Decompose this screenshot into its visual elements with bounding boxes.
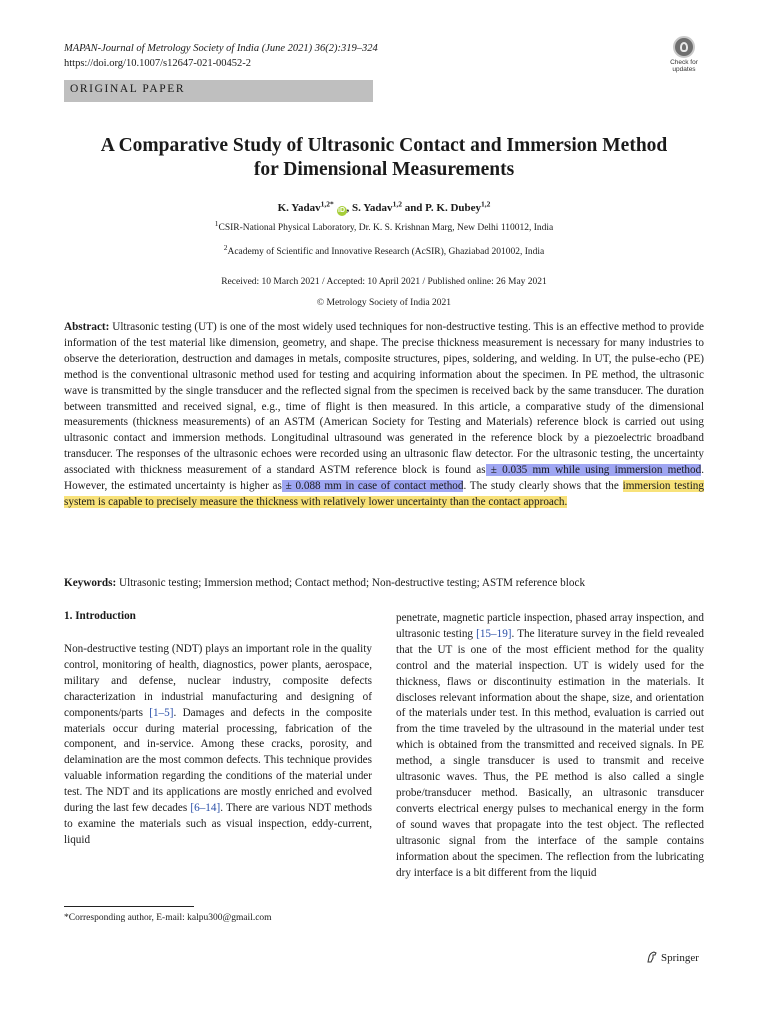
- highlight-yellow[interactable]: immersion testing system is capable to precisely measure the thickness with relatively lower uncertainty than the contact approach.: [64, 480, 704, 508]
- journal-citation: MAPAN-Journal of Metrology Society of India (June 2021) 36(2):319–324: [64, 43, 378, 54]
- author-name[interactable]: K. Yadav: [277, 202, 321, 214]
- copyright-notice: © Metrology Society of India 2021: [316, 298, 452, 308]
- body-column-right: penetrate, magnetic particle inspection, phased array inspection, and ultrasonic testing [15–19]. The literature survey in the field revealed that the UT is one of the most efficient method for the quality control and the material inspection. UT is widely used for the thickness, flaws or discontinuity estimation in the materials. It discloses relevant information about the shape, size, and orientation of the materials under test. In this method, evaluation is carried out from the time traveled by the ultrasound in the material under test which is obtained from the transmitted and received signals. In PE method, a single transducer is used to transmit and receive ultrasonic waves. Thus, the PE method is also called a single probe/transducer method. Basically, an ultrasonic transducer converts electrical energy pulses to mechanical energy in the form of sound waves that propagate into the test object. The reflected ultrasonic signal from the interface of the sample contains information about the specimen. The reflection from the lubricating dry interface is a bit different from the liquid: [396, 612, 704, 879]
- affiliation-1: $^1$CSIR-National Physical Laboratory, Dr. K. S. Krishnan Marg, New Delhi 110012, India: [214, 218, 554, 233]
- section-heading: 1. Introduction: [64, 610, 136, 622]
- paper-title: A Comparative Study of Ultrasonic Contact and Immersion Method for Dimensional Measurements: [100, 135, 668, 180]
- bookmark-icon: [673, 36, 695, 58]
- author-name[interactable]: and P. K. Dubey: [401, 202, 481, 214]
- check-for-updates-label: Check for updates: [670, 59, 698, 73]
- publication-dates: Received: 10 March 2021 / Accepted: 10 April 2021 / Published online: 26 May 2021: [221, 277, 547, 287]
- author-name[interactable]: , S. Yadav: [346, 202, 393, 214]
- keywords-label: Keywords:: [64, 577, 117, 589]
- citation-link[interactable]: [6–14]: [190, 802, 221, 815]
- highlight-blue[interactable]: ± 0.088 mm in case of contact method: [281, 480, 464, 493]
- article-type-band: [64, 80, 373, 102]
- doi-link[interactable]: https://doi.org/10.1007/s12647-021-00452-2: [64, 58, 252, 69]
- check-for-updates-badge[interactable]: [664, 36, 704, 74]
- footnote-divider: [64, 906, 194, 907]
- publisher-logo: Springer: [646, 951, 699, 964]
- affiliation-2: $^2$Academy of Scientific and Innovative Research (AcSIR), Ghaziabad 201002, India: [223, 242, 545, 257]
- footnote: *Corresponding author, E-mail: kalpu300@gmail.com: [64, 913, 272, 923]
- abstract-label: Abstract:: [64, 321, 110, 333]
- keywords: Keywords: Ultrasonic testing; Immersion method; Contact method; Non-destructive testing; ASTM reference block: [64, 577, 586, 589]
- body-column-left: Non-destructive testing (NDT) plays an important role in the quality control, monitoring of health, diagnostics, power plants, aerospace, military and defense, nuclear industry, composite defects characterization in industrial manufacturing and designing of components/parts [1–5]. Damages and defects in the composite materials occur during material processing, fabrication of the component, and in-service. Among these cracks, porosity, and delamination are the most common defects. This technique provides valuable information regarding the conditions of the material under test. The NDT and its applications are mostly enriched and evolved during the last few decades [6–14]. There are various NDT methods to examine the materials such as visual inspection, eddy-current, liquid: [64, 643, 373, 846]
- citation-link[interactable]: [1–5]: [149, 706, 174, 719]
- author-list: K. Yadav$^{1,2*}$ iD , S. Yadav$^{1,2}$ and P. K. Dubey$^{1,2}$: [277, 199, 491, 214]
- abstract: Abstract: Ultrasonic testing (UT) is one of the most widely used techniques for non-destructive testing. This is an effective method to provide information of the test material like dimension, geometry, and shape. The precise thickness measurement is necessary for many industries to observe the deterioration, destruction and damages in metals, composite structures, pipes, soldering, and welding. In UT, the pulse-echo (PE) method is the conventional ultrasonic method used for testing and acquiring information about the specimen. In PE method, the ultrasonic wave is transmitted by the single transducer and the reflected signal from the specimen is received back by the same transducer. The duration between transmitted and received signal, e.g., time of flight is then measured. In this article, a comparative study of the dimensional measurements (thickness measurements) of an ASTM (American Society for Testing and Materials) reference block is carried out using ultrasonic contact and immersion methods. Longitudinal ultrasound was generated in the reference block by a piezoelectric broadband transducer. The responses of the ultrasonic echoes were recorded using an ultrasonic flaw detector. For the ultrasonic testing, the uncertainty associated with thickness measurement of a standard ASTM reference block is found as ± 0.035 mm while using immersion method. However, the estimated uncertainty is higher as ± 0.088 mm in case of contact method. The study clearly shows that the immersion testing system is capable to precisely measure the thickness with relatively lower uncertainty than the contact approach.: [64, 321, 704, 508]
- springer-horse-icon: [646, 951, 658, 963]
- highlight-blue[interactable]: ± 0.035 mm while using immersion method: [485, 464, 702, 477]
- journal-header: [64, 41, 378, 71]
- article-type-label: ORIGINAL PAPER: [70, 83, 186, 95]
- citation-link[interactable]: [15–19]: [476, 627, 512, 640]
- orcid-icon[interactable]: iD: [338, 207, 345, 214]
